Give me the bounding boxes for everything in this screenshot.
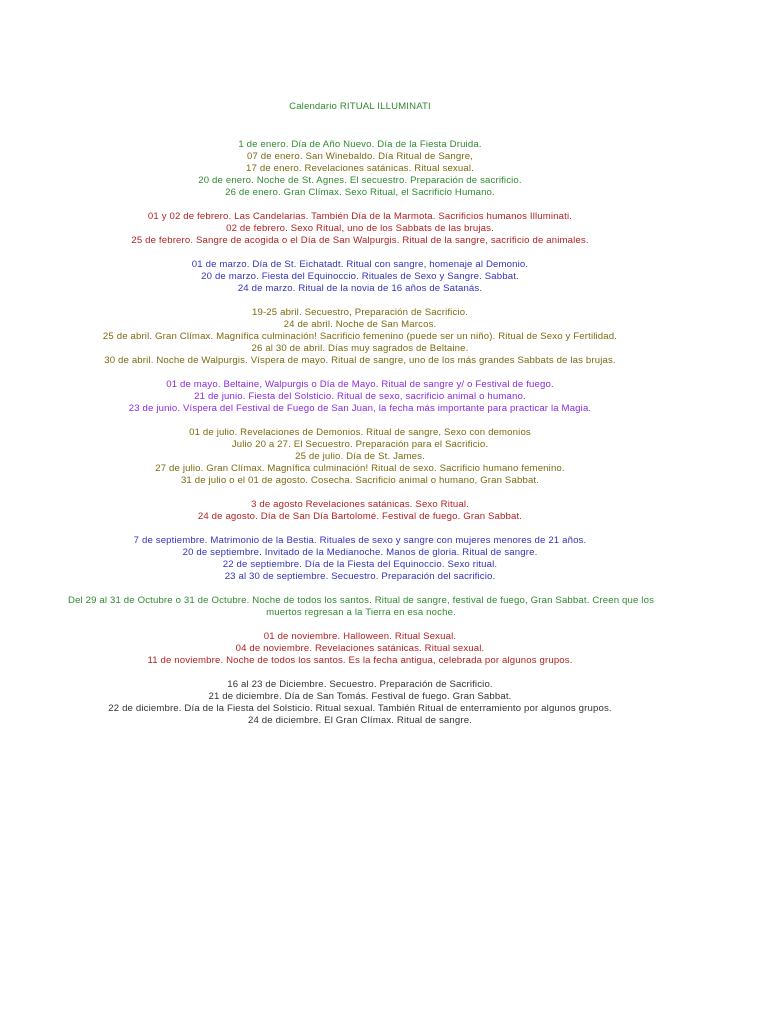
calendar-entry: 31 de julio o el 01 de agosto. Cosecha. Sacrificio animal o humano, Gran Sabbat. — [180, 475, 540, 486]
calendar-section — [0, 631, 720, 667]
calendar-entry: 20 de enero. Noche de St. Agnes. El secuestro. Preparación de sacrificio. — [198, 175, 522, 186]
calendar-section — [0, 211, 720, 247]
calendar-entry: Julio 20 a 27. El Secuestro. Preparación para el Sacrificio. — [231, 439, 489, 450]
calendar-entry: 01 de noviembre. Halloween. Ritual Sexual. — [263, 631, 457, 642]
calendar-entry: 16 al 23 de Diciembre. Secuestro. Preparación de Sacrificio. — [227, 679, 493, 690]
calendar-entry: 30 de abril. Noche de Walpurgis. Víspera de mayo. Ritual de sangre, uno de los más grandes Sabbats de las brujas. — [104, 355, 616, 366]
calendar-entry: 04 de noviembre. Revelaciones satánicas. Ritual sexual. — [235, 643, 485, 654]
calendar-entry: 20 de septiembre. Invitado de la Medianoche. Manos de gloria. Ritual de sangre. — [182, 547, 538, 558]
calendar-section — [0, 259, 720, 295]
calendar-entry: 01 y 02 de febrero. Las Candelarias. También Día de la Marmota. Sacrificios humanos Illuminati. — [147, 211, 573, 222]
calendar-entry: 23 de junio. Víspera del Festival de Fuego de San Juan, la fecha más importante para practicar la Magia. — [128, 403, 592, 414]
calendar-entry: 17 de enero. Revelaciones satánicas. Ritual sexual. — [246, 163, 474, 174]
calendar-section — [0, 679, 720, 727]
calendar-section — [0, 379, 720, 415]
calendar-entry: 02 de febrero. Sexo Ritual, uno de los Sabbats de las brujas. — [226, 223, 494, 234]
page-title: Calendario RITUAL ILLUMINATI — [289, 101, 431, 112]
calendar-entry: 25 de julio. Día de St. James. — [295, 451, 425, 462]
calendar-entry: 11 de noviembre. Noche de todos los santos. Es la fecha antigua, celebrada por algunos grupos. — [147, 655, 573, 666]
calendar-section — [0, 139, 720, 199]
calendar-entry: 24 de marzo. Ritual de la novia de 16 años de Satanás. — [237, 283, 483, 294]
calendar-entry: 07 de enero. San Winebaldo. Día Ritual de Sangre, — [246, 151, 473, 162]
calendar-entry: 19-25 abril. Secuestro, Preparación de Sacrificio. — [251, 307, 468, 318]
calendar-entry: 21 de junio. Fiesta del Solsticio. Ritual de sexo, sacrificio animal o humano. — [194, 391, 526, 402]
calendar-entry: 24 de diciembre. El Gran Clímax. Ritual de sangre. — [248, 715, 472, 726]
calendar-entry: 1 de enero. Día de Año Nuevo. Día de la Fiesta Druida. — [238, 139, 482, 150]
calendar-entry: 27 de julio. Gran Clímax. Magnífica culminación! Ritual de sexo. Sacrificio humano femenino. — [155, 463, 565, 474]
calendar-section — [0, 499, 720, 523]
calendar-section — [0, 427, 720, 487]
calendar-entry: 7 de septiembre. Matrimonio de la Bestia. Rituales de sexo y sangre con mujeres menores de 21 años. — [133, 535, 587, 546]
calendar-entry: 01 de julio. Revelaciones de Demonios. Ritual de sangre, Sexo con demonios — [189, 427, 531, 438]
calendar-section — [0, 595, 720, 619]
calendar-entry: 20 de marzo. Fiesta del Equinoccio. Rituales de Sexo y Sangre. Sabbat. — [201, 271, 519, 282]
calendar-entry: 26 al 30 de abril. Días muy sagrados de Beltaine. — [251, 343, 469, 354]
calendar-entry: 24 de abril. Noche de San Marcos. — [283, 319, 437, 330]
calendar-entry: 25 de febrero. Sangre de acogida o el Día de San Walpurgis. Ritual de la sangre, sacrificio de animales. — [131, 235, 589, 246]
calendar-entry: 22 de diciembre. Día de la Fiesta del Solsticio. Ritual sexual. También Ritual de enterramiento por algunos grupos. — [108, 703, 612, 714]
calendar-entry: 26 de enero. Gran Clímax. Sexo Ritual, el Sacrificio Humano. — [225, 187, 495, 198]
calendar-entry: 25 de abril. Gran Clímax. Magnífica culminación! Sacrificio femenino (puede ser un niño). Ritual de Sexo y Fertilidad. — [102, 331, 618, 342]
calendar-entry: Del 29 al 31 de Octubre o 31 de Octubre. Noche de todos los santos. Ritual de sangre, festival de fuego, Gran Sabbat. Creen que los muertos regresan a la Tierra en esa noche. — [67, 595, 655, 618]
calendar-entry: 21 de diciembre. Día de San Tomás. Festival de fuego. Gran Sabbat. — [208, 691, 512, 702]
calendar-section — [0, 535, 720, 583]
calendar-entry: 23 al 30 de septiembre. Secuestro. Preparación del sacrificio. — [224, 571, 496, 582]
calendar-entry: 01 de marzo. Día de St. Eichatadt. Ritual con sangre, homenaje al Demonio. — [191, 259, 529, 270]
calendar-entry: 01 de mayo. Beltaine, Walpurgis o Día de Mayo. Ritual de sangre y/ o Festival de fuego. — [166, 379, 554, 390]
calendar-entry: 24 de agosto. Día de San Día Bartolomé. Festival de fuego. Gran Sabbat. — [197, 511, 523, 522]
calendar-section — [0, 307, 720, 367]
calendar-entry: 22 de septiembre. Día de la Fiesta del Equinoccio. Sexo ritual. — [222, 559, 498, 570]
calendar-entry: 3 de agosto Revelaciones satánicas. Sexo Ritual. — [251, 499, 469, 510]
